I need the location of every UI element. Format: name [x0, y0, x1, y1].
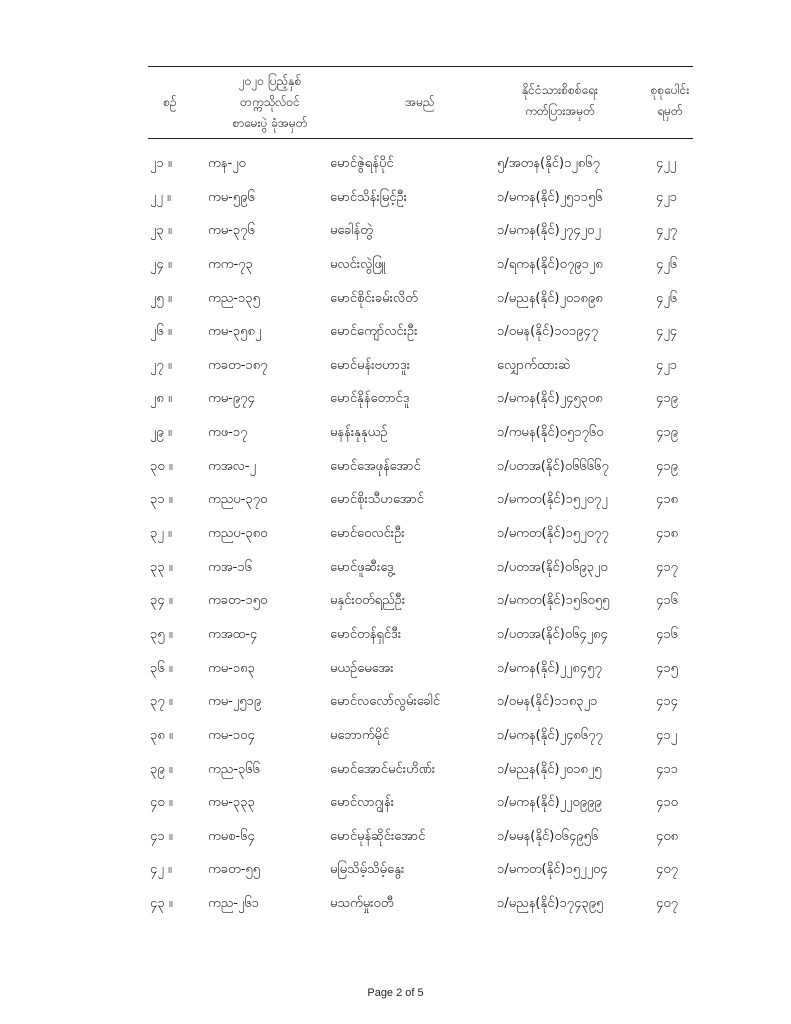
header-nrc: နိုင်ငံသားစိစစ်ရေး ကတ်ပြားအမှတ် — [522, 83, 598, 118]
row-total-marks: ၄၁၆ — [656, 626, 678, 642]
row-serial-no: ၃၆ ။ — [150, 660, 173, 676]
table-row — [0, 652, 791, 686]
row-serial-no: ၄၂ ။ — [150, 862, 172, 878]
table-row — [0, 685, 791, 719]
row-roll-number: ကည-၂၆၁ — [208, 896, 259, 912]
row-total-marks: ၄၂၄ — [656, 324, 678, 340]
table-row — [0, 248, 791, 282]
table-row — [0, 483, 791, 517]
row-serial-no: ၃၃ ။ — [150, 559, 173, 575]
row-name: မောင်အောင်မင်းဟိဏ်း — [330, 761, 436, 777]
row-roll-number: ကမ-၃၇၆ — [208, 223, 255, 239]
row-name: မောင်နိုန်တောင်ဒူ — [330, 391, 410, 407]
header-roll-number: ၂၀၂၀ ပြည့်နှစ် တက္ကသိုလ်ဝင် စာမေးပွဲ ခုံအမှတ် — [232, 74, 308, 130]
row-roll-number: ကညပ-၃၈၀ — [208, 526, 268, 542]
row-nrc: ၁/မကန(နိုင်)၂၇၄၂၀၂ — [497, 223, 601, 239]
row-roll-number: ကမ-၁၈၃ — [208, 660, 255, 676]
row-nrc: ၁/မကတ(နိုင်)၁၅၂၀၇၇ — [497, 526, 609, 542]
table-row — [0, 349, 791, 383]
table-row — [0, 584, 791, 618]
row-roll-number: ကည-၃၆၆ — [208, 761, 260, 777]
table-row — [0, 719, 791, 753]
row-name: မောင်စိုင်းခမ်းလိတ် — [330, 290, 418, 306]
row-total-marks: ၄၁၂ — [656, 727, 678, 743]
row-roll-number: ကမ-၉၇၄ — [208, 391, 255, 407]
row-total-marks: ၄၁၅ — [656, 660, 678, 676]
row-serial-no: ၂၁ ။ — [150, 156, 172, 171]
row-roll-number: ကက-၇၃ — [208, 256, 253, 272]
row-nrc: ၁/မညန(နိုင်)၂၀၁၈၂၅ — [497, 761, 602, 777]
row-serial-no: ၃၉ ။ — [150, 761, 173, 777]
row-total-marks: ၄၁၇ — [656, 559, 678, 575]
table-row — [0, 853, 791, 887]
row-nrc: ၁/မကတ(နိုင်)၁၅၆၀၅၅ — [497, 593, 610, 609]
row-nrc: ၁/မကတ(နိုင်)၁၅၂၂၀၄ — [497, 862, 608, 878]
table-row — [0, 181, 791, 215]
row-total-marks: ၄၀၈ — [656, 828, 679, 844]
row-roll-number: ကခတ-၁၅၀ — [208, 593, 268, 609]
row-nrc: လျှောက်ထားဆဲ — [497, 357, 571, 373]
row-roll-number: ကမစ-၆၄ — [208, 828, 255, 844]
header-serial-no: စဉ် — [163, 95, 177, 109]
row-total-marks: ၄၀၇ — [656, 896, 678, 912]
row-name: မောင်သိန်းမြင့်ဦး — [330, 189, 407, 205]
row-serial-no: ၂၈ ။ — [150, 391, 172, 407]
row-name: မလင်းလွဲဖြူ — [330, 256, 386, 272]
row-total-marks: ၄၂၁ — [656, 357, 678, 373]
header-total-marks: စုစုပေါင်း ရမှတ် — [650, 83, 690, 118]
row-name: မောင်ကျော်လင်းဦး — [330, 324, 418, 340]
table-row — [0, 887, 791, 921]
row-roll-number: ကအ-၁၆ — [208, 559, 252, 575]
row-serial-no: ၄၀ ။ — [150, 795, 173, 811]
table-row — [0, 282, 791, 316]
table-row — [0, 450, 791, 484]
row-name: မယဉ်မေအေး — [330, 660, 394, 676]
row-total-marks: ၄၀၇ — [656, 862, 678, 878]
table-row — [0, 214, 791, 248]
row-serial-no: ၃၇ ။ — [150, 694, 173, 710]
row-name: မဘောက်မိုင် — [330, 727, 390, 743]
row-serial-no: ၂၄ ။ — [150, 256, 172, 272]
row-name: မနန်းနုနုယဉ် — [330, 425, 388, 441]
table-row — [0, 517, 791, 551]
results-table-body — [0, 147, 791, 921]
row-roll-number: ကခတ-၅၅ — [208, 862, 261, 878]
row-roll-number: ကမ-၃၅၈၂ — [208, 324, 262, 340]
row-total-marks: ၄၂၆ — [656, 290, 678, 306]
row-roll-number: ကမ-၁၀၄ — [208, 727, 255, 743]
row-serial-no: ၃၈ ။ — [150, 727, 173, 743]
table-row — [0, 820, 791, 854]
row-name: မောင်ဇွဲရန်ပိုင် — [330, 156, 394, 171]
table-row — [0, 147, 791, 181]
table-row — [0, 551, 791, 585]
row-name: မောင်ဝေလင်းဦး — [330, 526, 405, 542]
table-row — [0, 786, 791, 820]
row-total-marks: ၄၁၉ — [656, 391, 678, 407]
row-total-marks: ၄၁၈ — [656, 492, 679, 508]
row-roll-number: ကမ-၅၉၆ — [208, 189, 255, 205]
row-name: မခေါန်တွဲ — [330, 223, 373, 239]
row-serial-no: ၂၆ ။ — [150, 324, 172, 340]
row-roll-number: ကညပ-၃၇၀ — [208, 492, 268, 508]
row-total-marks: ၄၁၉ — [656, 425, 678, 441]
row-roll-number: ကန-၂၀ — [208, 156, 246, 171]
row-total-marks: ၄၁၀ — [656, 795, 678, 811]
table-row — [0, 382, 791, 416]
row-name: မောင်လာဂျွန်း — [330, 795, 395, 811]
row-nrc: ၁/မကန(နိုင်)၂၄၈၆၇၇ — [497, 727, 603, 743]
row-name: မောင်လလော်လွမ်းခေါင် — [330, 694, 441, 710]
header-name: အမည် — [405, 95, 435, 109]
row-serial-no: ၂၃ ။ — [150, 223, 172, 239]
row-serial-no: ၃၅ ။ — [150, 626, 173, 642]
table-row — [0, 416, 791, 450]
row-name: မောင်အေဖုန်အောင် — [330, 458, 421, 474]
row-nrc: ၁/ရကန(နိုင်)၀၇၉၁၂၈ — [497, 256, 603, 272]
row-nrc: ၁/မညန(နိုင်)၁၇၄၃၉၅ — [497, 896, 604, 912]
row-nrc: ၁/မကန(နိုင်)၂၅၁၁၅၆ — [497, 189, 603, 205]
row-serial-no: ၂၅ ။ — [150, 290, 172, 306]
row-name: မောင်မန်းဗဟာဒူး — [330, 357, 411, 373]
row-nrc: ၁/မကန(နိုင်)၂၄၅၃၀၈ — [497, 391, 603, 407]
row-roll-number: ကည-၁၃၅ — [208, 290, 260, 306]
table-top-rule — [148, 66, 693, 67]
row-roll-number: ကဖ-၁၇ — [208, 425, 248, 441]
row-serial-no: ၃၄ ။ — [150, 593, 173, 609]
table-header-rule — [148, 138, 693, 139]
row-name: မောင်တန်ရှင်ဒီး — [330, 626, 402, 642]
row-nrc: ၁/မညန(နိုင်)၂၀၁၈၉၈ — [497, 290, 603, 306]
row-name: မသက်မှုးဝတီ — [330, 896, 394, 912]
row-name: မနှင်းဝတ်ရည်ဦး — [330, 593, 406, 609]
row-roll-number: ကမ-၃၃၃ — [208, 795, 255, 811]
row-total-marks: ၄၁၄ — [656, 694, 678, 710]
row-roll-number: ကခတ-၁၈၇ — [208, 357, 268, 373]
row-nrc: ၁/မကတ(နိုင်)၁၅၂၀၇၂ — [497, 492, 608, 508]
row-nrc: ၁/မကန(နိုင်)၂၂၈၄၅၇ — [497, 660, 602, 676]
row-roll-number: ကမ-၂၅၁၉ — [208, 694, 262, 710]
row-nrc: ၁/ဝမန(နိုင်)၁၀၁၉၄၇ — [497, 324, 599, 340]
row-total-marks: ၄၁၈ — [656, 526, 679, 542]
row-total-marks: ၄၁၁ — [656, 761, 678, 777]
row-serial-no: ၃၀ ။ — [150, 458, 173, 474]
row-serial-no: ၂၉ ။ — [150, 425, 172, 441]
table-row — [0, 618, 791, 652]
row-nrc: ၁/ပတအ(နိုင်)၀၆၉၃၂၀ — [497, 559, 608, 575]
row-nrc: ၁/ပတအ(နိုင်)၀၆၄၂၈၄ — [497, 626, 608, 642]
row-name: မောင်မုန်ဆိုင်းအောင် — [330, 828, 426, 844]
row-nrc: ၁/မကန(နိုင်)၂၂၀၉၉၉ — [497, 795, 602, 811]
row-name: မောင်ဖူဆီးဒွေ့ — [330, 559, 394, 575]
row-serial-no: ၃၂ ။ — [150, 526, 172, 542]
page-footer: Page 2 of 5 — [367, 987, 424, 999]
row-name: မမြသိမ့်သိမ့်နွေး — [330, 862, 405, 878]
row-roll-number: ကအလ-၂ — [208, 458, 256, 474]
row-total-marks: ၄၂၂ — [656, 156, 677, 171]
row-total-marks: ၄၂၇ — [656, 223, 678, 239]
row-nrc: ၁/မမန(နိုင်)၀၆၄၉၅၆ — [497, 828, 599, 844]
row-serial-no: ၄၁ ။ — [150, 828, 173, 844]
table-row — [0, 753, 791, 787]
table-row — [0, 315, 791, 349]
row-nrc: ၁/ပတအ(နိုင်)၀၆၆၆၆၇ — [497, 458, 609, 474]
row-nrc: ၅/အတန(နိုင်)၁၂၈၆၇ — [497, 156, 600, 171]
row-nrc: ၁/ဝမန(နိုင်)၁၁၈၃၂၁ — [497, 694, 598, 710]
row-name: မောင်စိုးသီဟအောင် — [330, 492, 424, 508]
row-roll-number: ကအထ-၄ — [208, 626, 258, 642]
row-nrc: ၁/ကမန(နိုင်)၀၅၁၇၆၀ — [497, 425, 604, 441]
row-total-marks: ၄၂၁ — [656, 189, 678, 205]
row-total-marks: ၄၂၆ — [656, 256, 678, 272]
row-serial-no: ၂၂ ။ — [150, 189, 171, 205]
row-serial-no: ၂၇ ။ — [150, 357, 172, 373]
row-total-marks: ၄၁၉ — [656, 458, 678, 474]
row-serial-no: ၄၃ ။ — [150, 896, 173, 912]
row-total-marks: ၄၁၆ — [656, 593, 678, 609]
row-serial-no: ၃၁ ။ — [150, 492, 173, 508]
